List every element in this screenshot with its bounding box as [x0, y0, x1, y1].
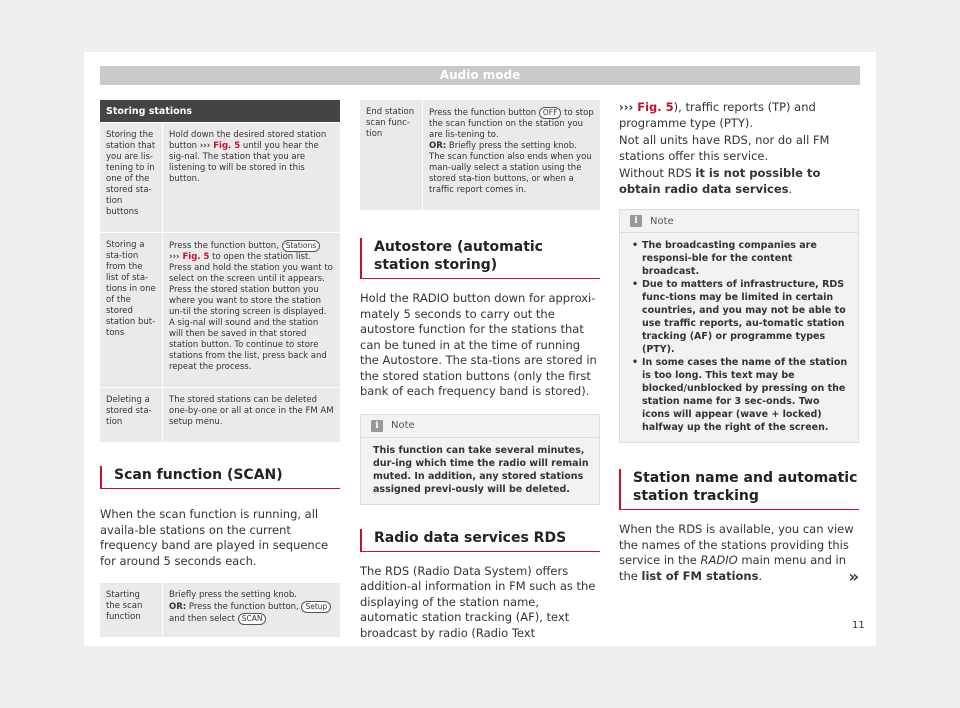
scan-paragraph: When the scan function is running, all availa-ble stations on the current frequency band are played in sequence for around 5 seconds each. [100, 507, 329, 568]
row-label: Starting the scan function [100, 583, 163, 637]
table-row [360, 100, 600, 210]
row-label: End station scan func-tion [360, 100, 423, 210]
rds-without: Without RDS it is not possible to obtain radio data services. [619, 166, 821, 196]
rds-paragraph: The RDS (Radio Data System) offers addition-al information in FM such as the displaying of the station name, automatic station tracking (AF), text broadcast by radio (Radio Text [360, 563, 596, 640]
row-text: The stored stations can be deleted one-by-one or all at once in the FM AM setup menu. [163, 388, 341, 443]
rds-continued: ››› Fig. 5), traffic reports (TP) and programme type (PTY). [619, 100, 816, 130]
figure-ref[interactable]: ››› Fig. 5 [619, 100, 674, 114]
scan-heading: Scan function (SCAN) [100, 466, 340, 489]
figure-ref[interactable]: ››› Fig. 5 [199, 141, 241, 151]
figure-ref[interactable]: ››› Fig. 5 [169, 252, 210, 262]
column-1 [100, 100, 340, 637]
rds-availability: Not all units have RDS, nor do all FM stations offer this service. [619, 133, 830, 163]
section-header: Audio mode [100, 66, 860, 85]
column-3 [619, 100, 859, 586]
rds-note [619, 209, 859, 443]
note-title: Note [391, 420, 415, 431]
table-title: Storing stations [100, 100, 340, 123]
info-icon: i [371, 420, 383, 432]
row-label: Deleting a stored sta-tion [100, 388, 163, 443]
table-row [100, 233, 340, 388]
page-number: 11 [852, 620, 865, 631]
row-text: Press the function button OFF to stop the scan function on the station you are lis-tening to. OR: Briefly press the setting knob. The scan function also ends when you man-ually select a station using the stored sta-tion buttons, or when a traffic report comes in. [423, 100, 601, 210]
table-row [100, 583, 340, 637]
setup-key: Setup [301, 601, 331, 613]
table-row [100, 388, 340, 443]
end-scan-table [360, 100, 600, 210]
stations-key: Stations [282, 240, 321, 252]
row-label: Storing the station that you are lis-tening to in one of the stored sta-tion buttons [100, 123, 163, 233]
row-text: Press the function button, Stations ››› Fig. 5 to open the station list. Press and hold the station you want to select on the screen until it appears. Press the stored station button you where you want to store the station un-til the storing screen is displayed. A sig-nal will sound and the station will then be saved in that stored station button. To continue to store stations from the list, press back and repeat the process. [163, 233, 341, 388]
autostore-paragraph: Hold the RADIO button down for approxi-mately 5 seconds to carry out the autostore function for the stations that can be tuned in at the time of running the Autostore. The sta-tions are stored in the stored station buttons (only the first bank of each frequency band is stored). [360, 291, 597, 398]
note-bullet: • The broadcasting companies are responsi-ble for the content broadcast. [632, 239, 848, 278]
rds-heading: Radio data services RDS [360, 529, 600, 552]
note-bullet: • In some cases the name of the station is too long. This text may be blocked/unblocked by pressing on the station name for 3 sec-onds. Two icons will appear (wave + locked) halfway up the right of the screen. [632, 356, 848, 434]
note-title: Note [650, 215, 674, 227]
station-name-paragraph: When the RDS is available, you can view the names of the stations providing this service in the RADIO main menu and in the list of FM stations. » [619, 522, 859, 586]
table-row [100, 123, 340, 233]
info-icon: i [630, 215, 642, 227]
scan-key: SCAN [238, 613, 267, 625]
autostore-heading: Autostore (automatic station storing) [360, 238, 600, 279]
row-text: Briefly press the setting knob. OR: Press the function button, Setup and then select SCAN [163, 583, 341, 637]
note-bullet: • Due to matters of infrastructure, RDS func-tions may be limited in certain countries, and you may not be able to use traffic reports, au-tomatic station tracking (AF) or programme types (PTY). [632, 278, 848, 356]
column-2 [360, 100, 600, 643]
row-text: Hold down the desired stored station button ››› Fig. 5 until you hear the sig-nal. The station that you are listening to will be stored in this button. [163, 123, 341, 233]
row-label: Storing a sta-tion from the list of sta-tions in one of the stored station but-tons [100, 233, 163, 388]
scan-table [100, 583, 340, 637]
continue-arrow-icon: » [848, 566, 859, 586]
note-text: This function can take several minutes, dur-ing which time the radio will remain muted. In addition, any stored stations assigned previ-ously will be deleted. [373, 444, 589, 495]
storing-stations-table [100, 100, 340, 442]
autostore-note [360, 414, 600, 505]
station-name-heading: Station name and automatic station tracking [619, 469, 859, 510]
off-key: OFF [539, 107, 562, 119]
